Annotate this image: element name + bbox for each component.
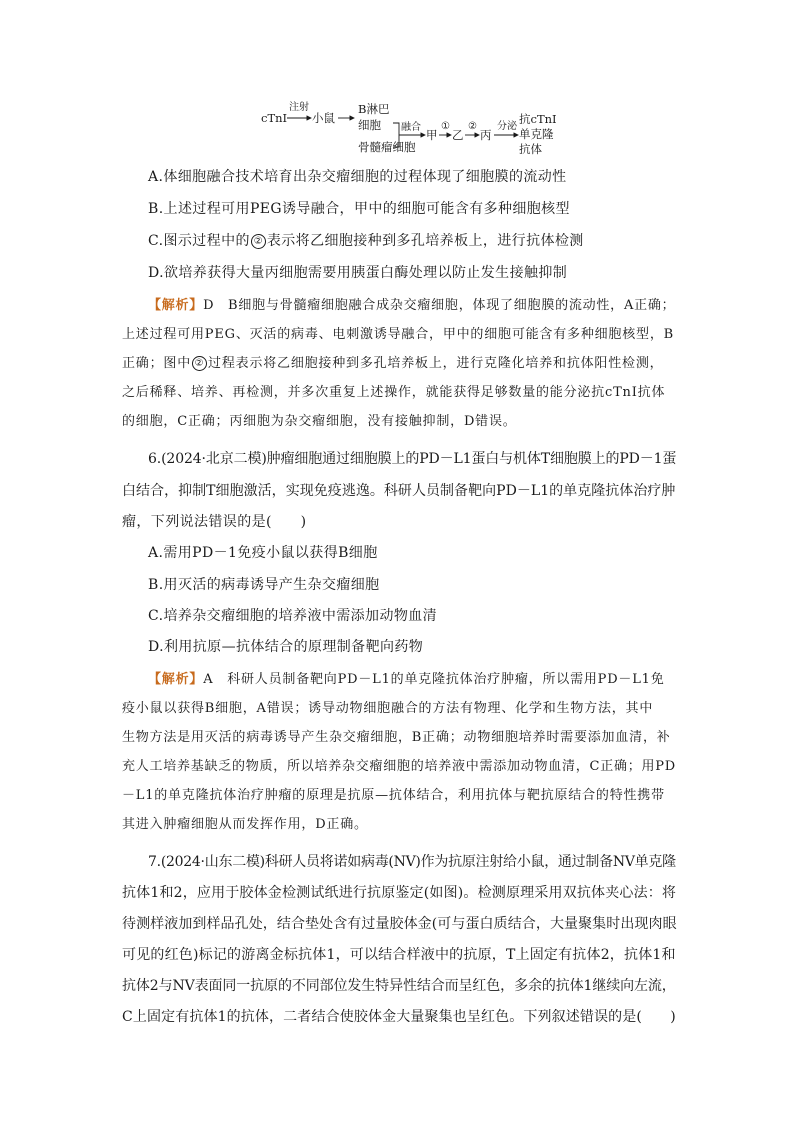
q5-option-c-pre: C.图示过程中的 <box>148 233 250 249</box>
secrete-label: 分泌 <box>497 121 517 132</box>
step1-label: ① <box>441 121 450 132</box>
antibody-preparation-diagram <box>255 96 585 162</box>
q7-stem-line-3: 待测样液加到样品孔处，结合垫处含有过量胶体金(可与蛋白质结合，大量聚集时出现肉眼 <box>122 916 677 932</box>
bing-label: 丙 <box>480 128 492 142</box>
yi-label: 乙 <box>452 128 464 142</box>
q6-analysis-line-6: 其进入肿瘤细胞从而发挥作用，D正确。 <box>122 817 368 832</box>
q5-analysis-text-1: D B细胞与骨髓瘤细胞融合成杂交瘤细胞，体现了细胞膜的流动性，A正确； <box>203 298 676 313</box>
myeloma-label: 骨髓瘤细胞 <box>358 140 416 154</box>
q5-analysis-tag: 【解析】 <box>148 298 204 313</box>
q7-stem-line-2: 抗体1和2，应用于胶体金检测试纸进行抗原鉴定(如图)。检测原理采用双抗体夹心法：将 <box>122 885 677 901</box>
step2-label: ② <box>468 121 477 132</box>
mouse-label: 小鼠 <box>312 111 335 125</box>
q6-stem-line-1: 6.(2024·北京二模)肿瘤细胞通过细胞膜上的PD－L1蛋白与机体T细胞膜上的PD－1蛋 <box>148 451 677 467</box>
q5-analysis-line-1 <box>148 294 675 313</box>
q6-analysis-line-4: 充人工培养基缺乏的物质，所以培养杂交瘤细胞的培养液中需添加动物血清，C正确；用PD <box>122 759 676 774</box>
q5-option-d: D.欲培养获得大量丙细胞需要用胰蛋白酶处理以防止发生接触抑制 <box>148 265 568 281</box>
q6-analysis-line-5: －L1的单克隆抗体治疗肿瘤的原理是抗原—抗体结合，利用抗体与靶抗原结合的特性携带 <box>122 788 665 803</box>
q5-analysis-line-4: 之后稀释、培养、再检测，并多次重复上述操作，就能获得足够数量的能分泌抗cTnI抗体 <box>122 385 666 400</box>
q6-analysis-line-1 <box>148 668 665 687</box>
jia-label: 甲 <box>426 128 438 142</box>
q6-option-c: C.培养杂交瘤细胞的培养液中需添加动物血清 <box>148 608 438 624</box>
ctni-label: cTnI <box>261 111 288 125</box>
q6-analysis-line-3: 生物方法是用灭活的病毒诱导产生杂交瘤细胞，B正确；动物细胞培养时需要添加血清，补 <box>122 730 671 745</box>
q6-option-d: D.利用抗原—抗体结合的原理制备靶向药物 <box>148 639 424 655</box>
q6-analysis-line-2: 疫小鼠以获得B细胞，A错误；诱导动物细胞融合的方法有物理、化学和生物方法，其中 <box>122 701 654 716</box>
q7-stem-line-6: C上固定有抗体1的抗体，二者结合使胶体金大量聚集也呈红色。下列叙述错误的是( ) <box>122 1009 676 1025</box>
q5-option-b: B.上述过程可用PEG诱导融合，甲中的细胞可能含有多种细胞核型 <box>148 201 570 217</box>
q6-analysis-text-1: A 科研人员制备靶向PD－L1的单克隆抗体治疗肿瘤，所以需用PD－L1免 <box>203 672 665 687</box>
b-cell-label-1: B淋巴 <box>358 102 390 116</box>
q7-stem-line-4: 可见的红色)标记的游离金标抗体1，可以结合样液中的抗原，T上固定有抗体2，抗体1和 <box>122 947 676 963</box>
q5-option-c-post: 表示将乙细胞接种到多孔培养板上，进行抗体检测 <box>266 233 584 249</box>
q5-analysis-3-post: 过程表示将乙细胞接种到多孔培养板上，进行克隆化培养和抗体阳性检测， <box>208 356 664 371</box>
q6-analysis-tag: 【解析】 <box>148 672 204 687</box>
q5-analysis-3-pre: 正确；图中 <box>122 356 192 371</box>
inject-label: 注射 <box>289 102 309 113</box>
q5-option-c-mark: ② <box>251 234 266 249</box>
q7-stem-line-5: 抗体2与NV表面同一抗原的不同部位发生特异性结合而呈红色，多余的抗体1继续向左流， <box>122 978 676 994</box>
flow-diagram-svg <box>255 96 585 162</box>
q6-option-a: A.需用PD－1免疫小鼠以获得B细胞 <box>148 545 378 561</box>
q6-stem-line-3: 瘤，下列说法错误的是( ) <box>122 514 307 530</box>
q5-analysis-line-5: 的细胞，C正确；丙细胞为杂交瘤细胞，没有接触抑制，D错误。 <box>122 414 517 429</box>
q5-option-c <box>148 230 584 250</box>
fusion-label: 融合 <box>401 122 421 133</box>
q6-stem-line-2: 白结合，抑制T细胞激活，实现免疫逃逸。科研人员制备靶向PD－L1的单克隆抗体治疗肿 <box>122 483 676 499</box>
antibody-label-3: 抗体 <box>519 142 542 156</box>
q7-stem-line-1: 7.(2024·山东二模)科研人员将诺如病毒(NV)作为抗原注射给小鼠，通过制备NV单克隆 <box>148 854 676 870</box>
antibody-label-2: 单克隆 <box>519 127 554 141</box>
b-cell-label-2: 细胞 <box>358 118 381 132</box>
q5-option-a: A.体细胞融合技术培育出杂交瘤细胞的过程体现了细胞膜的流动性 <box>148 169 567 185</box>
q5-analysis-line-3 <box>122 352 663 371</box>
antibody-label-1: 抗cTnI <box>519 112 557 126</box>
q5-analysis-line-2: 上述过程可用PEG、灭活的病毒、电刺激诱导融合，甲中的细胞可能含有多种细胞核型，B <box>122 327 674 342</box>
q5-analysis-3-mark: ② <box>192 356 207 371</box>
q6-option-b: B.用灭活的病毒诱导产生杂交瘤细胞 <box>148 577 380 593</box>
